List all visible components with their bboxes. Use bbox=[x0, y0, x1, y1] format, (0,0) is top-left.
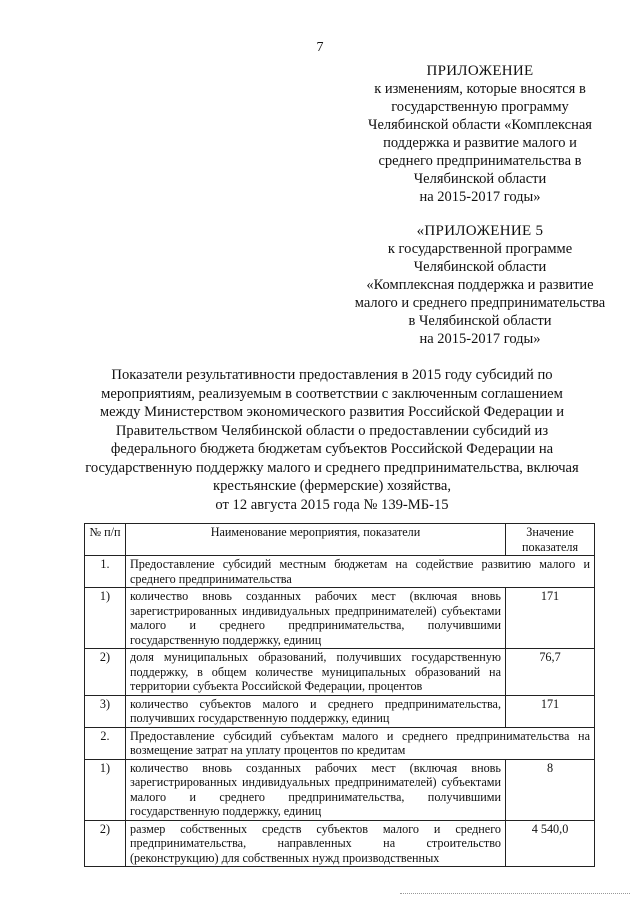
title-line: от 12 августа 2015 года № 139-МБ-15 bbox=[215, 496, 449, 513]
appendix5-line: на 2015-2017 годы» bbox=[419, 331, 541, 347]
appendix5-line: малого и среднего предпринимательства bbox=[354, 295, 606, 311]
page-number: 7 bbox=[316, 40, 324, 55]
appendix-line: государственную программу bbox=[391, 99, 569, 115]
appendix5-line: Челябинской области bbox=[413, 259, 547, 275]
header-num: № п/п bbox=[85, 524, 126, 556]
table-header-row bbox=[85, 524, 595, 556]
appendix-heading: ПРИЛОЖЕНИЕ bbox=[426, 63, 534, 79]
indicators-table bbox=[84, 523, 595, 867]
footer-marks bbox=[400, 893, 630, 896]
section-title: Предоставление субсидий местным бюджетам на содействие развитию малого и среднего предпринимательства bbox=[126, 556, 595, 588]
title-line: федерального бюджета бюджетам субъектов Российской Федерации на bbox=[110, 441, 554, 457]
appendix5-header bbox=[330, 222, 630, 348]
appendix-header bbox=[330, 62, 630, 206]
row-num: 2) bbox=[85, 649, 126, 696]
table-row bbox=[85, 649, 595, 696]
table-row bbox=[85, 588, 595, 649]
appendix5-line: «Комплексная поддержка и развитие bbox=[366, 277, 594, 293]
table-section-row bbox=[85, 556, 595, 588]
appendix5-line: в Челябинской области bbox=[408, 313, 552, 329]
indicator-name: количество вновь созданных рабочих мест (включая вновь зарегистрированных индивидуальных предпринимателей) субъектами малого и среднего предпринимательства, получившими государственную поддержку, единиц bbox=[126, 759, 506, 820]
title-line: Правительством Челябинской области о предоставлении субсидий из bbox=[115, 422, 549, 439]
row-num: 1. bbox=[85, 556, 126, 588]
indicator-value: 8 bbox=[506, 759, 595, 820]
title-line: между Министерством экономического развития Российской Федерации и bbox=[99, 404, 565, 420]
appendix-line: на 2015-2017 годы» bbox=[419, 189, 541, 205]
indicator-name: доля муниципальных образований, получивших государственную поддержку, в общем количестве муниципальных образований на территории субъекта Российской Федерации, процентов bbox=[126, 649, 506, 696]
appendix5-heading: «ПРИЛОЖЕНИЕ 5 bbox=[416, 223, 544, 239]
appendix-line: среднего предпринимательства в bbox=[378, 153, 582, 169]
indicator-name: размер собственных средств субъектов малого и среднего предпринимательства, направленных на строительство (реконструкцию) для собственных нужд производственных bbox=[126, 820, 506, 867]
header-name: Наименование мероприятия, показатели bbox=[126, 524, 506, 556]
row-num: 2. bbox=[85, 727, 126, 759]
indicator-name: количество вновь созданных рабочих мест (включая вновь зарегистрированных индивидуальных предпринимателей) субъектами малого и среднего предпринимательства, получившими государственную поддержку, единиц bbox=[126, 588, 506, 649]
title-line: мероприятиям, реализуемым в соответствии с заключенным соглашением bbox=[101, 385, 563, 402]
appendix-line: поддержка и развитие малого и bbox=[383, 135, 577, 151]
table-row bbox=[85, 759, 595, 820]
title-line: крестьянские (фермерские) хозяйства, bbox=[212, 478, 451, 494]
table-row bbox=[85, 820, 595, 867]
appendix-line: Челябинской области bbox=[413, 171, 547, 187]
indicator-value: 171 bbox=[506, 695, 595, 727]
row-num: 3) bbox=[85, 695, 126, 727]
indicator-value: 171 bbox=[506, 588, 595, 649]
title-line: Показатели результативности предоставления в 2015 году субсидий по bbox=[111, 367, 553, 383]
appendix-line: Челябинской области «Комплексная bbox=[368, 117, 592, 133]
appendix5-line: к государственной программе bbox=[387, 241, 573, 257]
indicator-value: 4 540,0 bbox=[506, 820, 595, 867]
table-row bbox=[85, 695, 595, 727]
title-line: государственную поддержку малого и среднего предпринимательства, включая bbox=[85, 459, 579, 476]
row-num: 2) bbox=[85, 820, 126, 867]
indicator-value: 76,7 bbox=[506, 649, 595, 696]
table-section-row bbox=[85, 727, 595, 759]
header-value: Значение показателя bbox=[506, 524, 595, 556]
row-num: 1) bbox=[85, 759, 126, 820]
indicator-name: количество субъектов малого и среднего предпринимательства, получивших государственную поддержку, единиц bbox=[126, 695, 506, 727]
appendix-line: к изменениям, которые вносятся в bbox=[374, 81, 586, 97]
row-num: 1) bbox=[85, 588, 126, 649]
document-title bbox=[62, 366, 602, 514]
section-title: Предоставление субсидий субъектам малого и среднего предпринимательства на возмещение затрат на уплату процентов по кредитам bbox=[126, 727, 595, 759]
